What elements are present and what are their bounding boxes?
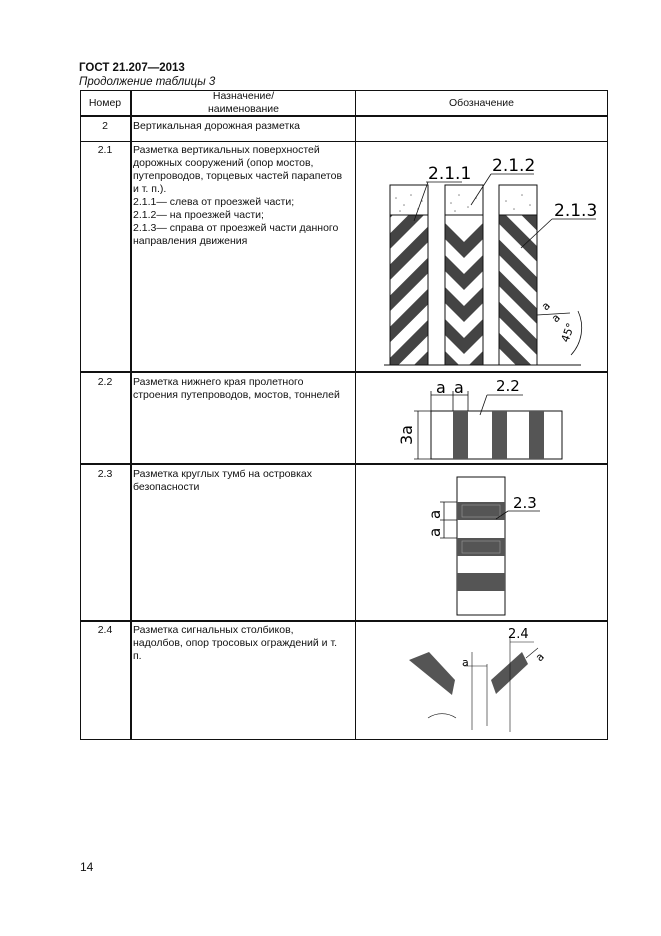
drawing-2-2 xyxy=(356,373,607,465)
dim-a: a xyxy=(548,311,563,326)
drawing-2-4 xyxy=(356,622,607,738)
row-description xyxy=(133,144,357,248)
dim-3a: 3a xyxy=(397,425,416,445)
description-line: и т. п.). xyxy=(133,183,167,195)
pillar-2-1-1 xyxy=(390,185,428,365)
page-number: 14 xyxy=(80,860,94,874)
row-description xyxy=(133,120,357,133)
label-2-3: 2.3 xyxy=(513,494,537,512)
col-header-symbol: Обозначение xyxy=(449,97,514,109)
col-header-number: Номер xyxy=(88,97,122,109)
description-line: Вертикальная дорожная разметка xyxy=(133,120,300,132)
pillar-2-1-3 xyxy=(499,185,537,365)
row-description xyxy=(133,468,357,494)
bollard-stripes xyxy=(457,502,505,591)
description-line: надолбов, опор тросовых ограждений и т. xyxy=(133,637,338,649)
row-number: 2.1 xyxy=(97,144,113,156)
dim-a: a xyxy=(454,378,464,397)
col-header-purpose xyxy=(132,90,355,116)
description-line: 2.1.2— на проезжей части; xyxy=(133,209,264,221)
dim-a: a xyxy=(436,378,446,397)
label-2-1-2: 2.1.2 xyxy=(492,156,536,176)
label-2-2: 2.2 xyxy=(496,377,520,395)
dim-a: a xyxy=(426,527,444,537)
dim-a: a xyxy=(532,650,547,665)
column-divider xyxy=(130,90,132,740)
description-line: 2.1.3— справа от проезжей части данного xyxy=(133,222,339,234)
dim-angle: 45° xyxy=(558,321,578,345)
drawing-2-1 xyxy=(356,143,607,371)
table-bottom-border xyxy=(80,739,608,740)
drawing-2-3 xyxy=(356,465,607,621)
row-description xyxy=(133,624,357,663)
dim-a: a xyxy=(426,509,444,519)
col-header-purpose-line2: наименование xyxy=(207,103,279,115)
description-line: строения путепроводов, мостов, тоннелей xyxy=(133,389,340,401)
description-line: путепроводов, торцевых частей парапетов xyxy=(133,170,343,182)
row-number: 2.2 xyxy=(97,376,113,388)
table-continuation: Продолжение таблицы 3 xyxy=(79,76,216,88)
description-line: дорожных сооружений (опор мостов, xyxy=(133,157,314,169)
row-divider xyxy=(80,141,608,142)
description-line: Разметка вертикальных поверхностей xyxy=(133,144,320,156)
beam-stripes xyxy=(453,411,544,459)
description-line: 2.1.1— слева от проезжей части; xyxy=(133,196,295,208)
description-line: Разметка сигнальных столбиков, xyxy=(133,624,294,636)
row-number: 2.4 xyxy=(97,624,113,636)
dim-a: a xyxy=(538,299,553,314)
label-2-1-1: 2.1.1 xyxy=(428,164,472,184)
table-right-border xyxy=(607,90,608,740)
row-description xyxy=(133,376,357,402)
description-line: п. xyxy=(133,650,142,662)
col-header-purpose-line1: Назначение/ xyxy=(212,90,275,102)
row-number: 2.3 xyxy=(97,468,113,480)
table-left-border xyxy=(80,90,81,740)
label-2-1-3: 2.1.3 xyxy=(554,201,598,221)
row-number: 2 xyxy=(102,120,108,132)
description-line: Разметка круглых тумб на островках xyxy=(133,468,313,480)
description-line: Разметка нижнего края пролетного xyxy=(133,376,304,388)
pillar-2-1-2 xyxy=(445,185,483,371)
description-line: направления движения xyxy=(133,235,248,247)
standard-title: ГОСТ 21.207—2013 xyxy=(79,62,185,74)
description-line: безопасности xyxy=(133,481,200,493)
dim-a: a xyxy=(462,656,469,669)
label-2-4: 2.4 xyxy=(508,627,529,642)
